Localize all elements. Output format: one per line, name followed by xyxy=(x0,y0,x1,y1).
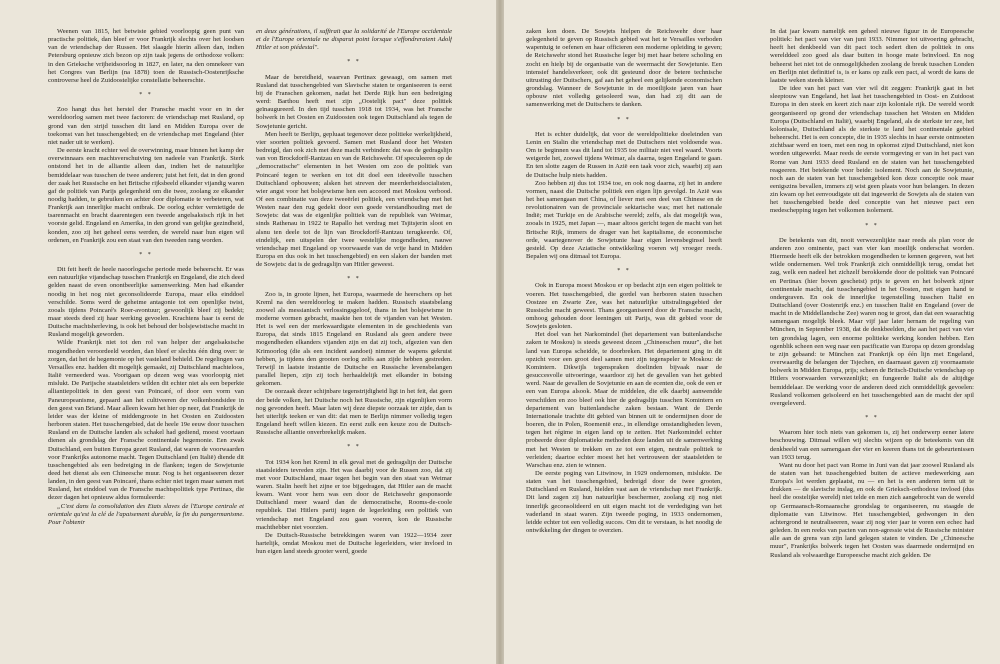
article-paragraph: Weenen van 1815, het betwiste gebied voorloopig geen punt van practische politiek, dan bleef er voor Frankrijk slechts over het loodsen van de vriendschap der Russen. Het slaagde hierin alleen dan, indien Petersburg opnieuw zich bezon op zijn taak jegens de orthodoxe volken: in den Grieksche vrijheidsoorlog in 1827, en later, na den omnekeer van het Congres van Berlijn (na 1878) toen de Russisch-Oostenrijksche controverse heel de Zuidoostelijke constellatie beheerschte. xyxy=(48,28,244,84)
article-paragraph: Tot 1934 kon het Kreml in elk geval met de gedragslijn der Duitsche staatsleiders tevreden zijn. Het was daarbij voor de Russen zoo, dat zij met voor Duitschland, maar tegen het begin van den staat van Weimar waren. Stalin heeft het zijne er toe bijgedragen, dat Hitler aan de macht kwam. Want voor hem was een door de Reichswehr gesponsorde Duitschland meer waard dan de democratische, Rooms-de-coole republiek. Dat Hitlers partij tegen de legerleiding een politiek van vriendschap met Engeland zou gaan voeren, kon de Russische machthebber niet voorzien. xyxy=(256,458,452,531)
article-paragraph: Maar de bereidheid, waarvan Pertinax gewaagt, om samen met Rusland dat tusschengebied van Slavische staten te organiseeren is eerst bij de Franschen gekomen, nadat het Derde Rijk hun een bedreiging werd: Barthou heeft met zijn „Oostelijk pact" deze politiek geïnaugureerd. In den tijd tusschen 1918 tot 1934, was het Fransche bolwerk in het Oosten en Zuidoosten ook tegen Duitschland als tegen de Sowjetunie gericht. xyxy=(256,73,452,130)
right-page xyxy=(504,0,1000,664)
article-paragraph: De oorzaak dezer schijnbare tegenstrijdigheid ligt in het feit, dat geen der beide volken, het Duitsche noch het Russische, zijn eigenlijken vorm nog gevonden heeft. Maar laten wij deze diepste oorzaak ter zijde, dan is het uiterlijk teeken er van dit: dat men te Berlijn nimmer volledig tegen Engeland heeft willen kiezen. En eerst zulk een keuze zou de Duitsch-Russische alliantie onverbrekelijk maken. xyxy=(256,388,452,437)
article-paragraph: De eerste kracht echter wel de overwinning, maar binnen het kamp der overwinnaars een machtsverschuiving ten nadeele van Frankrijk. Sterk ontstond het in de alliantie alleen dan, indien het de natuurlijke bemiddelaar was tusschen de twee anderen; juist het feit, dat in den grond der zaak het Russische en het Britsche rijksbeeld elkander vijandig waren gaf de politiek van Parijs gelegenheid om die twee, zoolang ze elkander noodig hadden, te gebruiken en achter door diplomatie te verbeteren, wat Frankrijk aan innerlijke macht ontbrak. De oorlog echter vernietigde de tsarenmacht en bracht daarentegen een tweede angelsaksisch rijk in het voorste gelid. Engeland en Amerika, in den grond van gelijke gezindheid, konden, zoo zij het geheel eens werden, de wereld naar hun eigen wil ordenen, en Frankrijk zou een staat van den tweeden rang worden. xyxy=(48,147,244,244)
section-separator: * * xyxy=(617,268,631,275)
section-separator: * * xyxy=(139,251,153,258)
article-paragraph: Waarom hier toch niets van gekomen is, zij het onderwerp eener latere beschouwing. Ditmaal willen wij slechts wijzen op de beteekenis van dit denkbeeld van een samengaan der vier en keeren thans tot de gebeurtenissen van 1933 terug. xyxy=(770,429,974,461)
section-separator: * * xyxy=(865,222,879,229)
article-paragraph: Zoo hebben zij dus tot 1934 toe, en ook nog daarna, zij het in andere vormen, naast die Duitsche politiek een eigen lijn gevolgd. In Azië was het het samengaan met China, of liever met een deel van Chinese en de revolutionairen van de provinciale sektarische was; met het nationale Indië; met Turkije en de Arabische wereld; zelfs, als dat mogelijk was, zooals in 1925, met Japan —, maar altoos gericht tegen de macht van het Britsche Rijk, immers de drager van het kapitalisme, de economische orde, waartegenover de Sowjetunie haar eigen levensbeginsel heeft gesteld. Op deze Aziatische ontwikkeling voeren wij vroeger reeds. Bepalen wij ons ditmaal tot Europa. xyxy=(526,179,722,261)
column-3 xyxy=(526,28,722,662)
left-page xyxy=(0,0,496,664)
article-paragraph: „C'est dans la consolidation des Etats slaves de l'Europe centrale et orientale qu'est la clé de l'apaisement durable, la fin du pangermanisme. Pour l'obtenir xyxy=(48,502,244,526)
section-separator: * * xyxy=(347,59,361,66)
section-separator: * * xyxy=(139,92,153,99)
article-paragraph: De Duitsch-Russische betrekkingen waren van 1922—1934 zeer hartelijk, omdat Moskou met de Duitsche legerleiders, wier invloed in hun eigen land steeds grooter werd, goede xyxy=(256,531,452,556)
column-1 xyxy=(48,28,244,662)
section-separator: * * xyxy=(347,444,361,451)
column-4 xyxy=(770,28,974,662)
article-paragraph: Zoo is, in groote lijnen, het Europa, waarmede de heerschers op het Kreml na den wereldoorlog te maken hadden. Russisch staatsbelang zoowel als messianisch verlossingsgeloof, thans in het bolsjewisme in moderne vormen gebracht, maakte hen tot de vijanden van het Westen. Het is wel een der merkwaardigste elementen in de geschiedenis van Europa, dat sinds 1815 Engeland en Rusland als geen andere twee mogendheden elkanders vijanden zijn en dat zij toch, afgezien van den Krimoorlog (die als een incident aandoet) nimmer de wapens gekruist hebben, ja tijdens den grooten oorlog zelfs aan zijde hebben gestreden. Terwijl in laatste instantie de Duitsche en Russische levensbelangen parallel liepen, zijn zij toch herhaaldelijk met elkander in botsing gekomen. xyxy=(256,290,452,388)
article-paragraph: Men heeft te Berlijn, gepluaat tegenover deze politieke werkelijkheid, vier soorten politiek gevoerd. Samen met Rusland door het Westen bedreigd, dan ook zich met deze macht verbinden: dat was de gedragslijn van von Brockdorff-Rantzau en van de Reichswehr. Of speculeeren op de „democratische" elementen in het Westen om zoo de politiek van Poincaré tegen te werken en tot dit doel een ideeëvolle tusschen Duitschland opbouwen; alsken het streven der meerderheidsocialisten, wier angst voor het bolsjewisme hen een accoord met Moskou verbood. Of een combinatie van deze tweeërlei politiek, een vriendschap met het Westen naar den rug gedekt door een goede verstandhouding met de Sowjets: dat was de eigenlijke politiek van de republiek van Weimar, sinds Rathenau in 1922 te Rapallo het verdrag met Tsjitsjerin sloot en alsnu ten deele tot de lijn van Brockdorff-Rantzau terugkeerde. Of, eindelijk, een uitspelen der twee westelijke mogendheden, nauwe vriendschap met Engeland op voorwaarde van de vrije hand in Midden Europa en dus ook in het tusschengebied) en een slaken der banden met de Sowjets: dat is de gedragslijn van Hitler geweest. xyxy=(256,130,452,269)
section-separator: * * xyxy=(865,415,879,422)
article-paragraph: In dat jaar kwam namelijk een geheel nieuwe figuur in de Europeesche politiek: het pact van vier van juni 1933. Nimmer tot uitvoering gebracht, heeft het denkbeeld van dit pact toch sedert dien de politiek in ons werelddeel zoo goed als daar buiten in hooge mate beïnvloed. En nog beheerst het niet tot de onmogelijkheden zoolang de breuk tusschen Londen en Berlijn niet definitief is, is er kans op zulk een pact, al wordt de kans de laatste weken steeds kleiner. xyxy=(770,28,974,84)
article-paragraph: zaken kon doen. De Sowjets hielpen de Reichswehr door haar gelegenheid te geven op Russisch gebied wat het te Versailles verboden wapentuig te oefenen en haar officieren een moderne opleiding te geven; de Reichswehr stond het Russische leger bij met haar betere scholing en zocht en hielp bij de organisatie van de weermacht der Sowjetunie. Een intensief handelsverkeer, ook dit gesteund door de betere technische uitrusting der Duitschers, gaf aan het geheel een gelijkende economischen grondslag. Wanneer de Sowjetunie in de moeilijkste jaren van haar opbouw niet volledig geisoleerd was, dan had zij dit aan de samenwerking met de Duitschers te danken. xyxy=(526,28,722,109)
article-paragraph: Ook in Europa moest Moskou er op bedacht zijn een eigen politiek te voeren. Het tusschengebied, die gordel van herboren staten tusschen Oostzee en Zwarte Zee, was het natuurlijke uitstralingsgebied der Russische macht geweest. Thans georganiseerd door de Fransche macht, omhoog gehouden door leeningen uit Parijs, was dit gebied voor de Sowjets gesloten. xyxy=(526,282,722,331)
section-separator: * * xyxy=(347,276,361,283)
article-paragraph: Want nu door het pact van Rome in Juni van dat jaar zoowel Rusland als de staten van het tusschengebied buiten de actieve medewerking aan Europa's lot werden geplaatst, nu — en het is een anderen term uit te drukken — de slavische inslag, en ook de Grieksch-orthodoxe invloed (dus heel die oostelijke wereld) niet telde en men zich aangebrocht van de wereld op Germaansch-Romaansche grondslag te organiseeren, nu staagde de diplomatie van Litwinow. Het tusschengebied, gedwongen in den achtergrond te neutraliseeren, waar zij nog vier jaar te voren een echec had geleden. In een reeks van pacten van non-agressie wist de Russische minister alle aan de grens van zijn land gelegen staten te vinden. De „Chineesche muur", Frankrijks bolwerk tegen het Oosten was daarmede ondermijnd en Rusland als volwaardige Europeesche macht zich gelden. De xyxy=(770,461,974,559)
section-separator: * * xyxy=(617,116,631,123)
article-paragraph: De betekenis van dit, nooit verwezenlijkte naar reeds als plan voor de anderen zoo ominente, pact van vier kan moeilijk onderschat worden. Hiermede heeft elk der betrokken mogendheden te kennen gegeven, wat het wilde ondernemen. Wel trok Frankrijk zich onmiddellijk terug, omdat het zag, welk een nadeel het zichzelf berokkende door de politiek van Poincaré en Pertinax (hier boven geschetst) prijs te geven en het bolwerk zijner continentale macht, dat tusschengebied in het Oosten, met eigen hand te ondergraven. En ook de innerlijke tegenstelling tusschen Italië en Duitschland (over Oostenrijk enz.) en tusschen Italië en Engeland (over de macht in de Middellandsche Zee) waren nog te groot, dan dat een waarachtig samengaan mogelijk bleek. Maar vijf jaar later hernam de regeling van München, in September 1938, dat de denkbeelden, die aan het pact van vier ten grondslag lagen, een enorme politieke werking konden hebben. Een ogenblik scheen een weg naar een pacificatie van Europa op dezen grondslag te zijn gebaand: te München zat Frankrijk op één lijn met Engeland, overwaardig de belangen der Tsjechen, en daarnaast gaven zij voornaamste bolwerk in Midden Europa, prijs; scheen de Britsch-Duitsche vriendschap op Hitlers voorwaarden verwezenlijkt; en fungeerde Italië als de altijdige bemiddelaar. De werking voor de anderen deed zich onmiddellijk gevoelen: Rusland volkomen geïsoleerd en het tusschengebied aan de macht der spil overgeleverd. xyxy=(770,236,974,407)
article-paragraph: Zoo hangt dus het herstel der Fransche macht voor en in der wereldoorlog samen met twee factoren: de vriendschap met Rusland, op grond van den strijd tusschen dit land en Midden Europa over de toekomst van het tusschengebied; en de vriendschap met Engeland (hier niet nader uit te werken). xyxy=(48,106,244,146)
article-paragraph: Het is echter duidelijk, dat voor de wereldpolitieke doeleinden van Lenin en Stalin die vriendschap met de Duitschers niet voldoende was. Om te beginnen was dit land tot 1935 toe militair niet veel waard. Voorts weigerde het, zoowel tijdens Weimar, als daarna, tegen Engeland te gaan. En ten slotte zagen de Russen in Azië een taak voor zich, waarbij zij aan de Duitsche hulp niets hadden. xyxy=(526,130,722,179)
article-paragraph: Het doel van het Narkomindel (het departement van buitenlandsche zaken te Moskou) is steeds geweest dezen „Chineeschen muur", die het land van Europa scheidde, te doorbreken. Het departement ging in dit opzicht voor een groot deel samen met zijn tegenspeler te Moskou: de Komintern. Dikwijls tegenspraken doelinden bijvaak naar de gesuccesvolle uitvoeringe, waardoor zij het de gevallen van het gebied werd. Naar de gevallen de Sovjetunie en aan de ecenten die, ook de een er een van Europa alsook. Maar de middelen, die elk daarbij aanwendde verschilden en zoo bleef ook hier de gedragslijn tusschen Komintern en departement van buitenlandsche zaken bestaan. Want de Derde Internationale trachtte dit gebied van binnen uit te ondermijnen door de boeren, die in Polen, Roemenië enz., in ellendige omstandigheden leven, tegen het régime in eigen land op te zetten. Het Narkomindel echter probeerde door diplomatieke methoden deze landen uit de samenwerking met het Westen te trekken en ze tot een eigen, neutrale politiek te verleiden; daartoe echter moest het het vertrouwen der staatsleiden te Warschau enz. zien te winnen. xyxy=(526,331,722,469)
article-paragraph: De idee van het pact van vier wil dit zeggen: Frankrijk gaat in het sleeptouw van Engeland, het laat het tusschengebied in Oost- en Zuidoost Europa in den steek en keert zich naar zijn koloniale rijk. De wereld wordt georganiseerd op grond der vriendschap tusschen het Westen en Midden Europa (Duitschland en Italië), waarbij Engeland, als de sterkste ter zee, het kolonisale, Duitschland als de sterkste te land het continentale gebied beheerscht. Het is een concepte, die in 1935 slechts in haar eerste ontmoeten zichtbaar werd en toen, met een nog in opkomst zijnd Duitschland, niet kon worden uitgewerkt. Maar reeds de eerste vormgeving er van in het pact van Rome van Juni 1933 deed Rusland en de staten van het tusschengebied reageeren. Het betekende voor beide: isolement. Noch aan de Sowjetunie, noch aan de staten van het tusschengebied kon deze conceptie ook maar eenigszins bevallen, immers zij wist geen plaats voor hun belangen. In dezen zin kwam op het eenvoudigste uit dat ingewerkt de Sowjets als de staten van het tusschengebied beide deel conceptie van het nieuwe pact een medeschepping tegen het volkomen isolement. xyxy=(770,85,974,215)
article-paragraph: Wilde Frankrijk niet tot den rol van helper der angelsaksische mogendheden veroordeeld worden, dan bleef er slechts één ding over: te zorgen, dat het de hegemonie op het vasteland behield. De regelingen van Versailles enz. hadden dit mogelijk gemaakt, zij Duitschland machteloos, Italië verneederd was. Voortgaan op dezen weg was voorloopig niet mislukt. De Parijsche staatsleiders wilden dit echter niet als een beperkte alliantiepolitiek in den geest van Poincaré, of door een vorm van Paneuropeanisme, gepaard aan het cultiveeren der volkenbondsidee in den geest van Briand. Maar alleen kwam het hier op neer, dat Frankrijk de leider was der kleine of middengroote in het Oosten en Zuidoosten herboren staten. Het tusschengebied, dat de heele 19e eeuw door tusschen Rusland en de Duitsche landen als schakel had gediend, moest voortaan dienen als grondslag der Fransche continentale hegemonie. Een zwak Duitschland, een buiten Europa gezet Rusland, dat waren de voorwaarden voor Frankrijks autonome macht. Tegen Duitschland (en Italië) diende dit tusschengebied als een bedreiging in de flanken; tegen de Sowjetunie deed het dienst als een Chineesche muur. Nog is het organiseeren dezer landen, in den geest van Poincaré, thans echter niet tegen maar samen met Rusland, het einddoel van de Fransche machtspolitiek type Pertinax, die dezer dagen het opnieuw aldus formuleerde: xyxy=(48,339,244,502)
column-2 xyxy=(256,28,452,662)
article-paragraph: De eerste poging van Litwinow, in 1929 ondernomen, mislukte. De staten van het tusschengebied, bedreigd door de twee grooten, Duitschland en Rusland, hielden vast aan de vriendschap met Frankrijk. Dit land zagen zij hun natuurlijke beschermer, zoolang zij nog niet innerlijk geconsolideerd en uit eigen macht tot de verdediging van het vaderland in staat waren. Zijn tweede poging, in 1933 ondernomen, leidde echter tot een volledig succes. Om dit te verstaan, is het noodig de ontwikkeling der dingen te overzien. xyxy=(526,469,722,535)
page-gutter xyxy=(496,0,504,664)
article-paragraph: en deux générations, il suffirait que la solidarité de l'Europe occidentale et de l'Europe orientale ne disparut point lorsque s'effondreraient Adolf Hitler et son piédestal". xyxy=(256,28,452,52)
article-paragraph: Dit feit heeft de heele naoorlogsche periode mede beheerscht. Er was een natuurlijke vijandschap tusschen Frankrijk en Engeland, die zich deed gelden naast de even onontbeerlijke samenwerking. Men had elkander noodig in het nog niet geconsolideerde Europa, maar elks einddoel verschilde. Soms werd de geheime antagonie tot een openlijke twist, zooals tijdens Poincaré's Roer-avontuur; gewoonlijk bleef zij bedekt; maar steeds deed zij haar werking gevoelen. Krachtens haar is eerst de Duitsche machtsherleving, is ook het behoud der bolsjewistische macht in Rusland mogelijk geworden. xyxy=(48,266,244,339)
